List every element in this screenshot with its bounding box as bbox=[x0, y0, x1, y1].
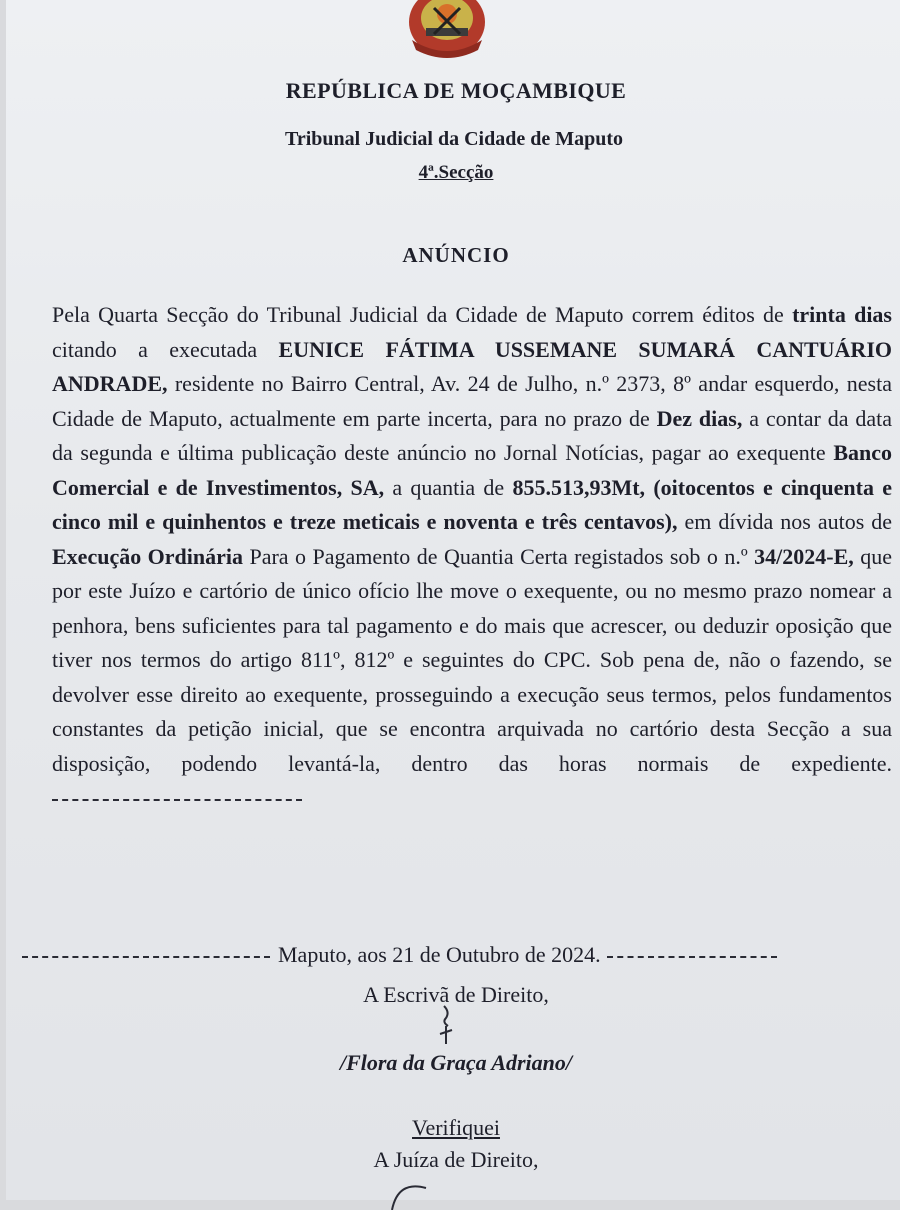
case-number: 34/2024-E, bbox=[754, 543, 854, 569]
body-text: Para o Pagamento de Quantia Certa registados sob o n.º bbox=[243, 543, 755, 569]
stamp-mark bbox=[386, 1170, 446, 1210]
amount-due: 855.513,93Mt, (oitocentos e cinquenta e cinco mil e quinhentos e treze meticais e noventa e três centavos), bbox=[52, 474, 892, 534]
signer-name: /Flora da Graça Adriano/ bbox=[339, 1050, 573, 1075]
notice-paragraph bbox=[52, 298, 892, 816]
coat-of-arms-emblem bbox=[404, 0, 490, 58]
notice-heading: ANÚNCIO bbox=[402, 243, 510, 267]
court-name: Tribunal Judicial da Cidade de Maputo bbox=[284, 128, 624, 150]
dashed-filler bbox=[52, 799, 302, 801]
document-page bbox=[6, 0, 900, 1200]
body-text: a quantia de bbox=[384, 474, 513, 500]
court-section bbox=[6, 162, 900, 184]
scrivener-title: A Escrivã de Direito, bbox=[363, 982, 549, 1007]
body-emphasis: Execução Ordinária bbox=[52, 543, 244, 569]
body-text: Pela Quarta Secção do Tribunal Judicial da Cidade de Maputo correm éditos de bbox=[52, 302, 793, 327]
defendant-name: EUNICE FÁTIMA USSEMANE SUMARÁ CANTUÁRIO ANDRADE, bbox=[52, 336, 892, 396]
place-date: Maputo, aos 21 de Outubro de 2024. bbox=[278, 942, 601, 967]
handwritten-signature bbox=[426, 1004, 466, 1048]
section-label: 4ª.Secção bbox=[418, 162, 494, 183]
verified-label: Verifiquei bbox=[412, 1115, 500, 1140]
dashed-filler bbox=[22, 956, 270, 958]
body-text: em dívida nos autos de bbox=[677, 509, 892, 534]
body-text: a contar da data da segunda e última publicação deste anúncio no Jornal Notícias, pagar ao exequente bbox=[52, 405, 892, 465]
notice-body bbox=[52, 298, 892, 816]
body-text: residente no Bairro Central, Av. 24 de Julho, n.º 2373, 8º andar esquerdo, nesta Cidade de Maputo, actualmente em parte incerta, para no prazo de bbox=[52, 371, 892, 431]
date-line bbox=[22, 938, 892, 972]
creditor-name: Banco Comercial e de Investimentos, SA, bbox=[52, 440, 892, 500]
body-emphasis: trinta dias bbox=[792, 302, 892, 327]
republic-title: REPÚBLICA DE MOÇAMBIQUE bbox=[285, 78, 627, 103]
dashed-filler bbox=[607, 956, 777, 958]
body-text: citando a executada bbox=[52, 336, 279, 362]
judge-title: A Juíza de Direito, bbox=[373, 1147, 539, 1172]
body-emphasis: Dez dias, bbox=[656, 405, 743, 431]
body-text: que por este Juízo e cartório de único ofício lhe move o exequente, ou no mesmo prazo nomear a penhora, bens suficientes para tal pagamento e do mais que acrescer, ou deduzir oposição que tiver nos termos do artigo 811º, 812º e seguintes do CPC. Sob pena de, não o fazendo, se devolver esse direito ao exequente, prosseguindo a execução seus termos, pelos fundamentos constantes da petição inicial, que se encontra arquivada no cartório desta Secção a sua disposição, podendo levantá-la, dentro das horas normais de expediente. bbox=[52, 543, 892, 776]
